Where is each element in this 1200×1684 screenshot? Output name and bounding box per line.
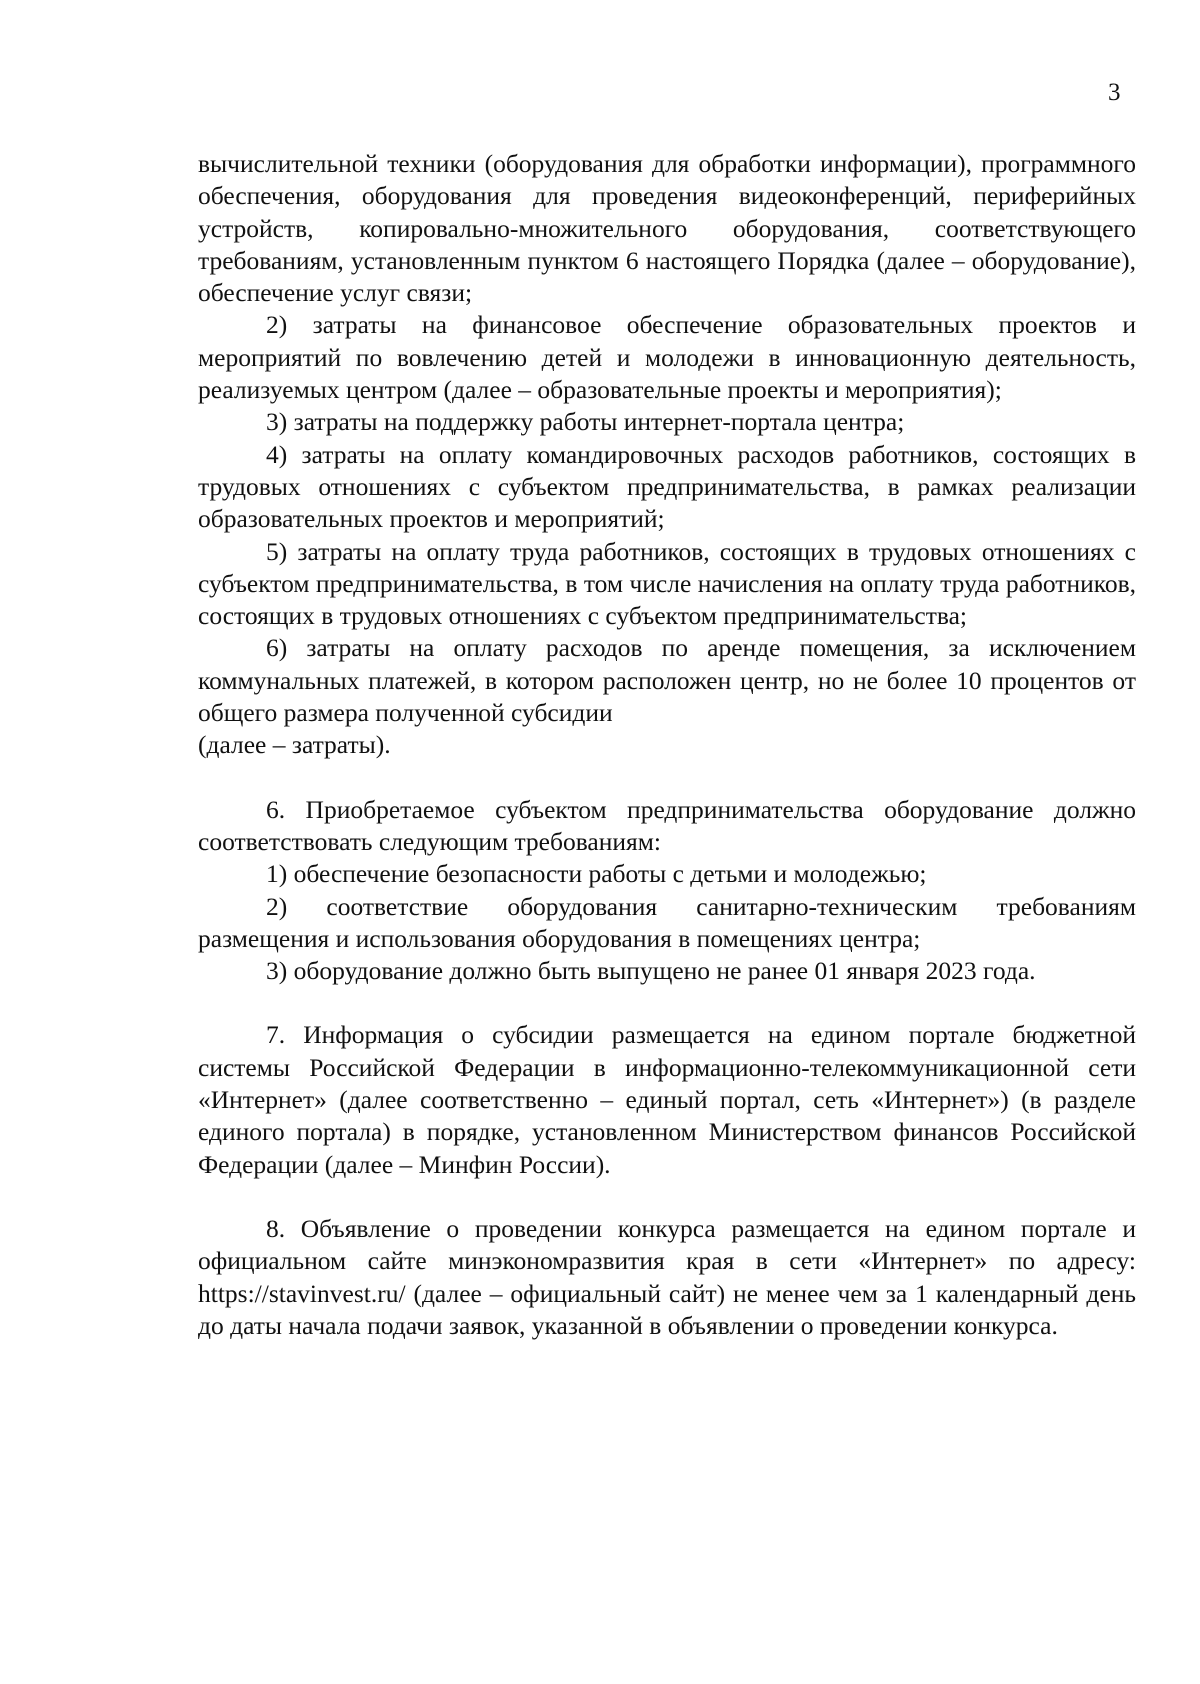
section-6-paragraph: 6. Приобретаемое субъектом предпринимательства оборудование должно соответствовать следующим требованиям: xyxy=(198,794,1136,856)
list-closing-note: (далее – затраты). xyxy=(198,730,391,760)
section-7-paragraph: 7. Информация о субсидии размещается на едином портале бюджетной системы Российской Федерации в информационно-телекоммуникационной сети «Интернет» (далее соответственно – единый портал, сеть «Интернет») (в разделе единого портала) в порядке, установленном Министерством финансов Российской Федерации (далее – Минфин России). xyxy=(198,1020,1136,1179)
requirement-3: 3) оборудование должно быть выпущено не ранее 01 января 2023 года. xyxy=(266,956,1036,986)
list-item-5: 5) затраты на оплату труда работников, состоящих в трудовых отношениях с субъектом предпринимательства, в том числе начисления на оплату труда работников, состоящих в трудовых отношениях с субъектом предпринимательства; xyxy=(198,536,1136,631)
requirement-2: 2) соответствие оборудования санитарно-техническим требованиям размещения и использования оборудования в помещениях центра; xyxy=(198,891,1136,953)
list-item-6: 6) затраты на оплату расходов по аренде помещения, за исключением коммунальных платежей, в котором расположен центр, но не более 10 процентов от общего размера полученной субсидии xyxy=(198,633,1136,728)
page-number: 3 xyxy=(1108,79,1121,106)
document-body xyxy=(198,148,1136,1342)
section-8-paragraph: 8. Объявление о проведении конкурса размещается на едином портале и официальном сайте минэкономразвития края в сети «Интернет» по адресу: https://stavinvest.ru/ (далее – официальный сайт) не менее чем за 1 календарный день до даты начала подачи заявок, указанной в объявлении о проведении конкурса. xyxy=(198,1213,1136,1340)
list-item-2: 2) затраты на финансовое обеспечение образовательных проектов и мероприятий по вовлечению детей и молодежи в инновационную деятельность, реализуемых центром (далее – образовательные проекты и мероприятия); xyxy=(198,310,1136,405)
requirement-1: 1) обеспечение безопасности работы с детьми и молодежью; xyxy=(266,859,927,889)
list-item-4: 4) затраты на оплату командировочных расходов работников, состоящих в трудовых отношениях с субъектом предпринимательства, в рамках реализации образовательных проектов и мероприятий; xyxy=(198,439,1136,534)
list-item-3: 3) затраты на поддержку работы интернет-портала центра; xyxy=(266,407,905,437)
paragraph-continuation: вычислительной техники (оборудования для обработки информации), программного обеспечения, оборудования для проведения видеоконференций, периферийных устройств, копировально-множительного оборудования, соответствующего требованиям, установленным пунктом 6 настоящего Порядка (далее – оборудование), обеспечение услуг связи; xyxy=(198,149,1136,308)
